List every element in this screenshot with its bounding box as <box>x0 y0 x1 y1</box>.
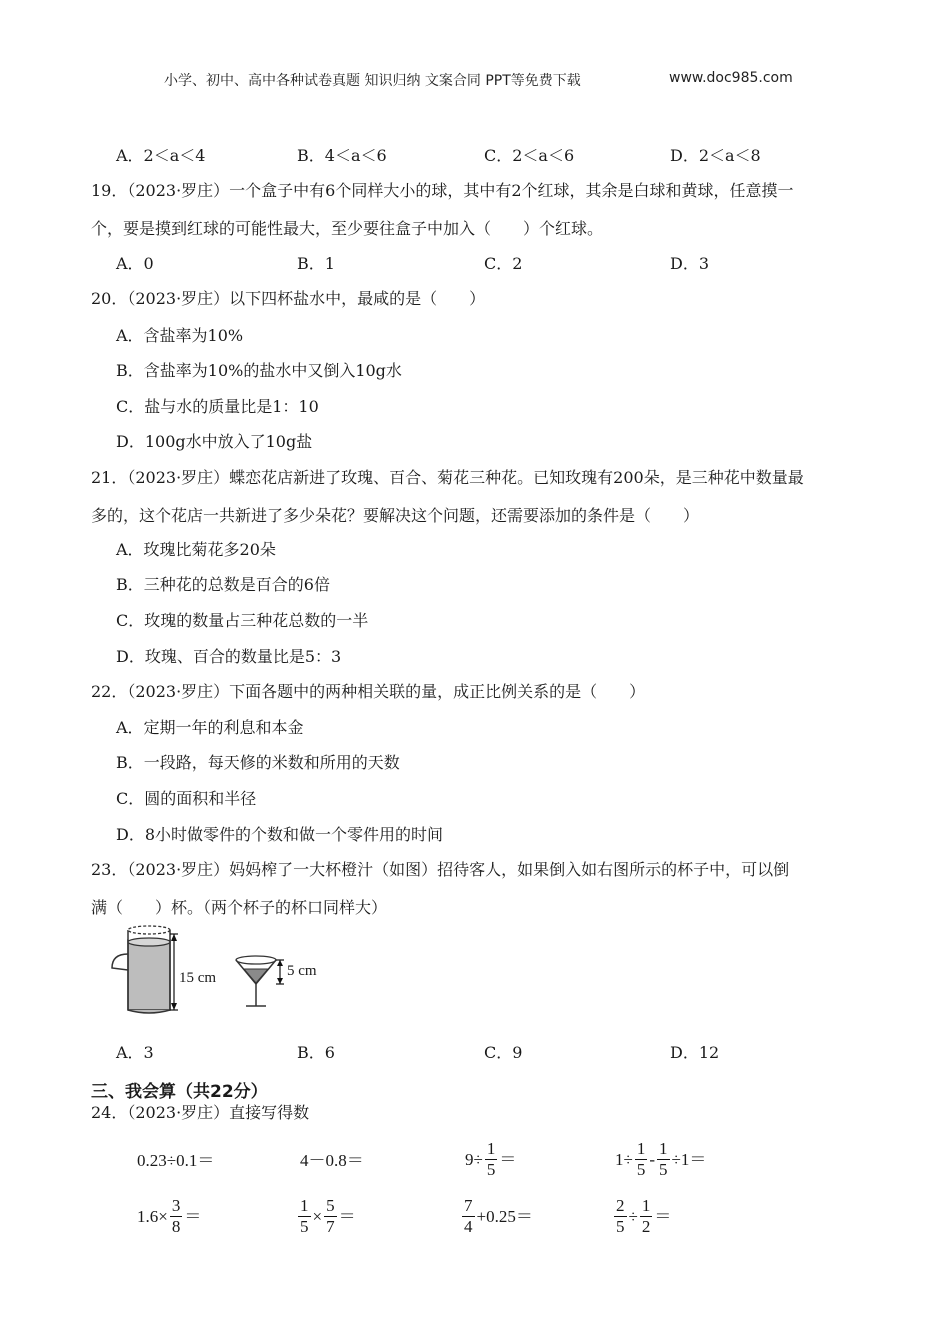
q22-option-d: D．8小时做零件的个数和做一个零件用的时间 <box>116 825 444 844</box>
q21-option-b: B．三种花的总数是百合的6倍 <box>116 575 330 594</box>
q19-line1: 19．（2023·罗庄）一个盒子中有6个同样大小的球，其中有2个红球，其余是白球和黄球，任意摸一 <box>91 181 794 200</box>
q22-option-c: C．圆的面积和半径 <box>116 789 257 808</box>
q24-expr-5: 1.6× $\frac{3}{8}$ ＝ <box>137 1196 202 1236</box>
e4-fraction-1: $\frac{1}{5}$ <box>636 1139 646 1179</box>
section-3-title: 三、我会算（共22分） <box>91 1082 268 1102</box>
q20-option-b: B．含盐率为10%的盐水中又倒入10g水 <box>116 361 402 380</box>
e8-fraction-1: $\frac{2}{5}$ <box>616 1196 625 1236</box>
q24-expr-8: $\frac{2}{5}$ ÷ $\frac{1}{2}$ ＝ <box>616 1196 672 1236</box>
q20-option-a: A．含盐率为10% <box>116 326 244 345</box>
e3-pre: 9÷ <box>465 1149 483 1169</box>
q23-option-d: D．12 <box>670 1043 720 1062</box>
q23-cups-figure <box>108 924 338 1036</box>
q19-option-d: D．3 <box>670 254 710 273</box>
q19-line2: 个，要是摸到红球的可能性最大，至少要往盒子中加入（ ）个红球。 <box>91 219 604 238</box>
q23-line2: 满（ ）杯。（两个杯子的杯口同样大） <box>91 898 388 917</box>
q23-label-5cm: 5 cm <box>287 963 317 979</box>
q22-option-a: A．定期一年的利息和本金 <box>116 718 304 737</box>
q23-label-15cm: 15 cm <box>179 970 217 986</box>
q23-option-c: C．9 <box>484 1043 523 1062</box>
q21-option-d: D．玫瑰、百合的数量比是5：3 <box>116 647 342 666</box>
q19-option-a: A．0 <box>116 254 154 273</box>
q21-line2: 多的，这个花店一共新进了多少朵花？要解决这个问题，还需要添加的条件是（ ） <box>91 506 700 525</box>
e5-fraction: $\frac{3}{8}$ <box>171 1196 181 1236</box>
q23-line1: 23．（2023·罗庄）妈妈榨了一大杯橙汁（如图）招待客人，如果倒入如右图所示的杯子中，可以倒 <box>91 860 790 879</box>
q23-option-b: B．6 <box>297 1043 335 1062</box>
q23-option-a: A．3 <box>116 1043 154 1062</box>
q19-option-c: C．2 <box>484 254 523 273</box>
q20-option-c: C．盐与水的质量比是1：10 <box>116 397 319 416</box>
q21-option-a: A．玫瑰比菊花多20朵 <box>116 540 276 559</box>
header-left: 小学、初中、高中各种试卷真题 知识归纳 文案合同 PPT等免费下载 <box>164 73 581 89</box>
q24-expr-2: 4－0.8＝ <box>300 1151 364 1170</box>
q24-expr-6: $\frac{1}{5}$ × $\frac{5}{7}$ ＝ <box>300 1196 356 1236</box>
q22-line1: 22．（2023·罗庄）下面各题中的两种相关联的量，成正比例关系的是（ ） <box>91 682 646 701</box>
q24-expr-4: 1÷ $\frac{1}{5}$ - $\frac{1}{5}$ ÷1＝ <box>615 1139 707 1179</box>
q24-expr-7: $\frac{7}{4}$ +0.25＝ <box>464 1196 533 1236</box>
q18-option-a: A．2＜a＜4 <box>116 146 206 165</box>
q21-line1: 21．（2023·罗庄）蝶恋花店新进了玫瑰、百合、菊花三种花。已知玫瑰有200朵，是三种花中数量最 <box>91 468 804 487</box>
q22-option-b: B．一段路，每天修的米数和所用的天数 <box>116 753 400 772</box>
e3-fraction: $\frac{1}{5}$ <box>486 1139 496 1179</box>
e4-fraction-2: $\frac{1}{5}$ <box>659 1139 668 1179</box>
q18-option-b: B．4＜a＜6 <box>297 146 387 165</box>
q18-option-c: C．2＜a＜6 <box>484 146 575 165</box>
q18-option-d: D．2＜a＜8 <box>670 146 761 165</box>
q21-option-c: C．玫瑰的数量占三种花总数的一半 <box>116 611 369 630</box>
q19-option-b: B．1 <box>297 254 335 273</box>
cone-glass-icon <box>236 956 284 1006</box>
q20-line1: 20．（2023·罗庄）以下四杯盐水中，最咸的是（ ） <box>91 289 486 308</box>
e8-fraction-2: $\frac{1}{2}$ <box>641 1196 651 1236</box>
e7-fraction: $\frac{7}{4}$ <box>464 1196 473 1236</box>
big-cup-icon <box>112 926 178 1013</box>
e6-fraction-2: $\frac{5}{7}$ <box>326 1196 335 1236</box>
q24-expr-1: 0.23÷0.1＝ <box>137 1151 215 1170</box>
q24-expr-3: 9÷ $\frac{1}{5}$ ＝ <box>465 1139 517 1179</box>
q20-option-d: D．100g水中放入了10g盐 <box>116 432 313 451</box>
header-right: www.doc985.com <box>669 70 793 86</box>
e6-fraction-1: $\frac{1}{5}$ <box>300 1196 309 1236</box>
q24-line1: 24．（2023·罗庄）直接写得数 <box>91 1103 310 1122</box>
